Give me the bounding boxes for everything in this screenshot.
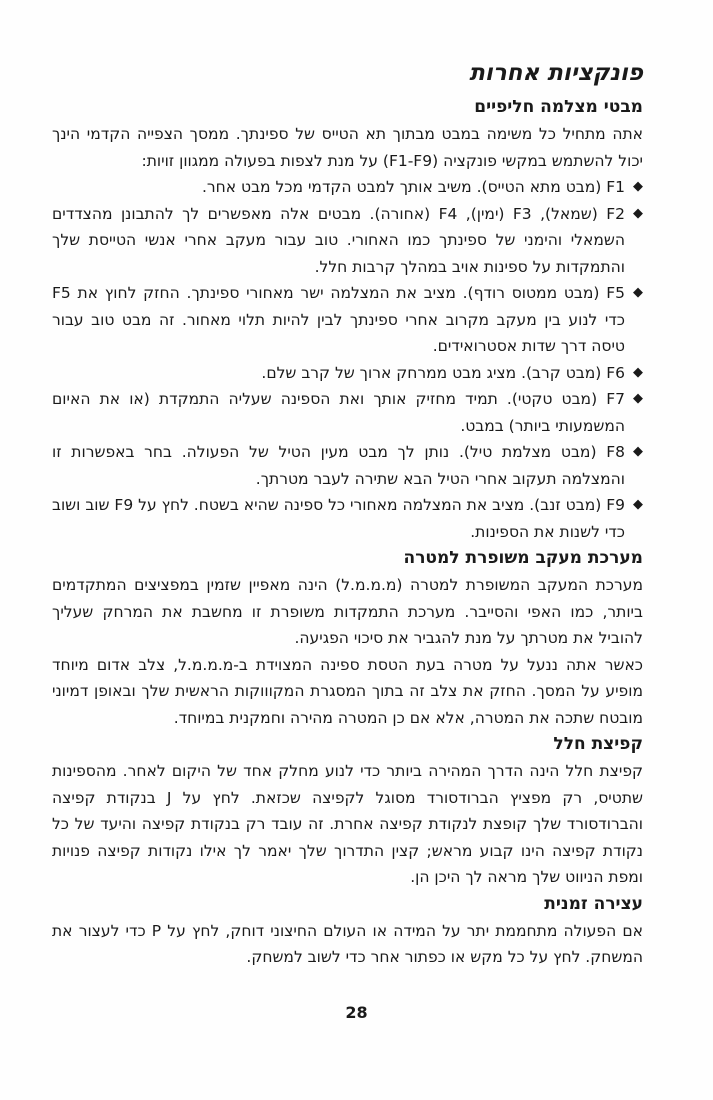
list-item-text: F5 (מבט ממטוס רודף). מציב את המצלמה ישר מאחורי ספינתך. החזק לחוץ את F5 כדי לנוע בין מעקב מקרוב אחרי ספינתך לבין להיות תלוי מאחור. זה מבט טוב עבור טיסה דרך שדות אסטרואידים. <box>52 284 625 355</box>
list-item-f1 <box>52 174 643 201</box>
function-key-list <box>52 174 643 545</box>
space-jump-paragraph: קפיצת חלל הינה הדרך המהירה ביותר כדי לנוע מחלק אחד של היקום לאחר. מהספינות שתטיס, רק מפציץ הברודסורד מסוגל לקפיצה שכזאת. לחץ על J בנקודת קפיצה והברודסורד שלך קופצת לנקודת קפיצה אחרת. זה עובד רק בנקודת קפיצה והיעד של כל נקודת קפיצה הינו קבוע מראש; קצין התדרוך שלך יאמר לך אילו נקודות קפיצה פנויות ומפת הניווט שלך מראה לך היכן הן. <box>52 762 643 886</box>
list-item-f6 <box>52 360 643 387</box>
section-camera-views <box>52 94 643 545</box>
section-title-target-tracking: מערכת מעקב משופרת למטרה <box>403 548 643 568</box>
list-item-text: F2 (שמאל), F3 (ימין), F4 (אחורה). מבטים אלה מאפשרים לך להתבונן מהצדדים השמאלי והימני של ספינתך כמו האחורי. טוב עבור מעקב אחרי אנשי הטייסת שלך והתמקדות על ספינות אויב במהלך קרבות חלל. <box>52 204 625 276</box>
diamond-bullet-icon: ◆ <box>633 285 643 300</box>
target-tracking-paragraph-1: מערכת המעקב המשופרת למטרה (מ.מ.מ.ל) הינה מאפיין שזמין במפציצים המתקדמים ביותר, כמו האפי והסייבר. מערכת התמקדות משופרת זו מחשבת את המרחק שעליך להוביל את מטרתך על מנת להגביר את סיכוי הפגיעה. <box>52 576 643 647</box>
section-space-jump <box>52 731 643 891</box>
list-item-text: F6 (מבט קרב). מציג מבט ממרחק ארוך של קרב שלם. <box>261 363 625 382</box>
pause-paragraph: אם הפעולה מתחממת יתר על המידה או העולם החיצוני דוחק, לחץ על P כדי לעצור את המשחק. לחץ על כל מקש או כפתור אחר כדי לשוב למשחק. <box>52 921 644 966</box>
diamond-bullet-icon: ◆ <box>633 205 643 221</box>
section-pause <box>52 891 643 971</box>
page-number: 28 <box>345 1003 368 1022</box>
list-item-f2-f4 <box>52 201 643 281</box>
section-title-pause: עצירה זמנית <box>544 893 643 914</box>
list-item-text: F1 (מבט מתא הטייס). משיב אותך למבט הקדמי מכל מבט אחר. <box>201 178 625 196</box>
list-item-text: F9 (מבט זנב). מציב את המצלמה מאחורי כל ספינה שהיא בשטח. לחץ על F9 שוב ושוב כדי לשנות את הספינות. <box>52 496 625 541</box>
target-tracking-paragraph-2: כאשר אתה ננעל על מטרה בעת הטסת ספינה המצוידת ב-מ.מ.מ.ל, צלב אדום מיוחד מופיע על המסך. החזק את צלב זה בתוך המסגרת המקוווקות הראשית שלך ובאופן דמיוני מובטח שתכה את המטרה, אלא אם כן המטרה מהירה וחמקנית במיוחד. <box>52 655 643 727</box>
list-item-text: F8 (מבט מצלמת טיל). נותן לך מבט מעין הטיל של הפעולה. בחר באפשרות זו והמצלמה תעקוב אחרי הטיל הבא שתירה לעבר מטרתך. <box>52 443 625 488</box>
diamond-bullet-icon: ◆ <box>633 364 643 380</box>
list-item-text: F7 (מבט טקטי). תמיד מחזיק אותך ואת הספינה שעליה התמקדת (או את האיום המשמעותי ביותר) במבט. <box>52 390 625 435</box>
camera-views-intro: אתה מתחיל כל משימה במבט מבתוך תא הטייס של ספינתך. ממסך הצפייה הקדמי הינך יכול להשתמש במקשי פונקציה (F1-F9) על מנת לצפות בפעולה ממגוון זויות: <box>52 125 643 170</box>
chapter-title: פונקציות אחרות <box>469 60 643 86</box>
diamond-bullet-icon: ◆ <box>633 497 643 512</box>
section-title-camera-views: מבטי מצלמה חליפיים <box>474 97 643 117</box>
list-item-f7 <box>52 386 643 439</box>
section-title-space-jump: קפיצת חלל <box>553 734 643 754</box>
diamond-bullet-icon: ◆ <box>633 391 643 406</box>
list-item-f5 <box>52 280 643 360</box>
diamond-bullet-icon: ◆ <box>633 179 643 194</box>
list-item-f8 <box>52 439 643 492</box>
section-target-tracking <box>52 545 643 731</box>
diamond-bullet-icon: ◆ <box>633 444 643 459</box>
list-item-f9 <box>52 492 643 545</box>
